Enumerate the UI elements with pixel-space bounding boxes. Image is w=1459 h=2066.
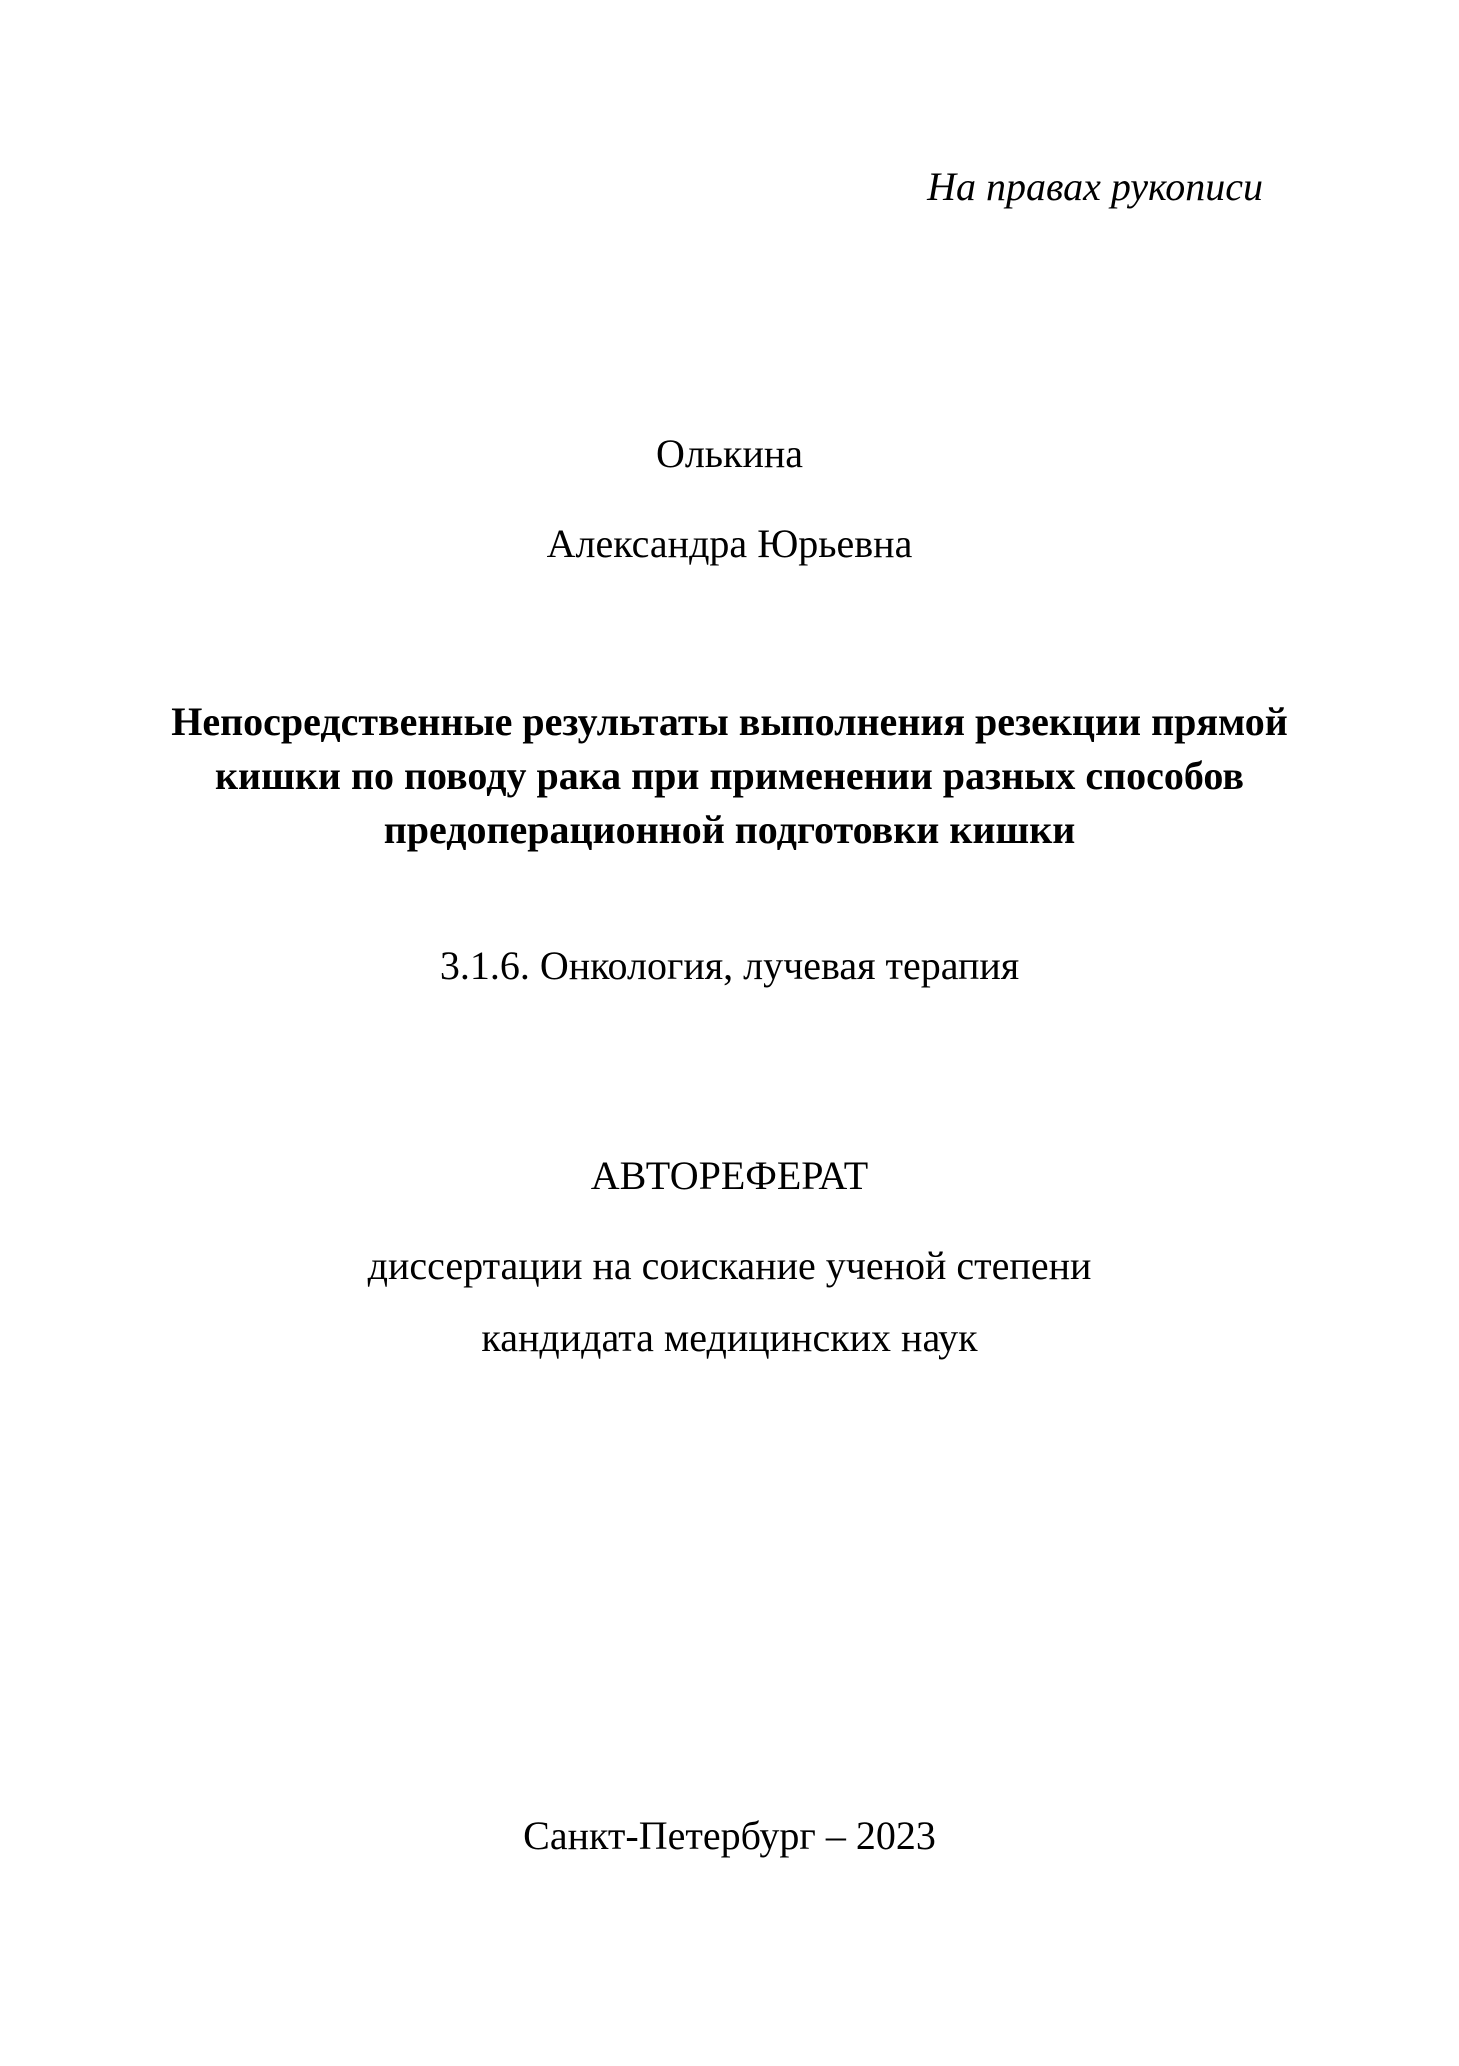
degree-description-line-1: диссертации на соискание ученой степени xyxy=(367,1243,1092,1288)
dissertation-title xyxy=(0,695,1459,857)
specialty-code-line: 3.1.6. Онкология, лучевая терапия xyxy=(439,943,1020,988)
manuscript-rights-note: На правах рукописи xyxy=(927,164,1263,209)
dissertation-title-line-1: Непосредственные результаты выполнения резекции прямой xyxy=(171,699,1288,744)
author-last-name: Олькина xyxy=(655,431,804,476)
author-first-name-patronymic: Александра Юрьевна xyxy=(546,521,913,566)
dissertation-title-line-3: предоперационной подготовки кишки xyxy=(383,807,1076,852)
abstract-type-heading: АВТОРЕФЕРАТ xyxy=(590,1153,869,1198)
degree-description-line-2: кандидата медицинских наук xyxy=(481,1315,978,1360)
dissertation-title-line-2: кишки по поводу рака при применении разных способов xyxy=(214,753,1244,798)
city-and-year: Санкт-Петербург – 2023 xyxy=(523,1813,936,1858)
